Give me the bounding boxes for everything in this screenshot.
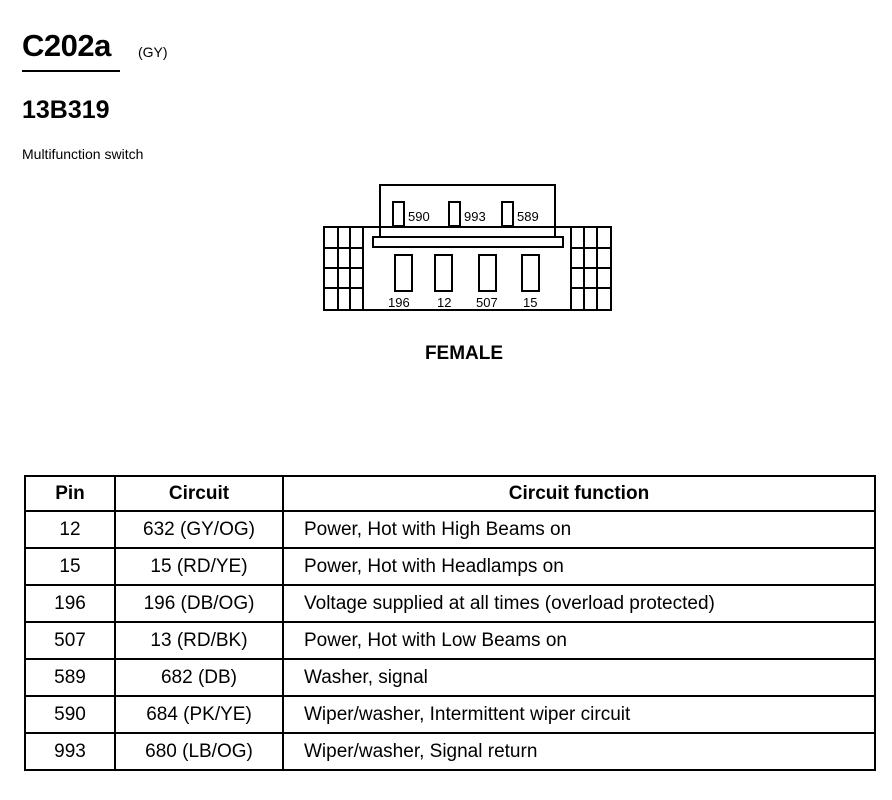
function-cell: Wiper/washer, Signal return xyxy=(283,733,875,770)
pin-label-507: 507 xyxy=(476,295,498,310)
pin-cell: 589 xyxy=(25,659,115,696)
pin-cell: 15 xyxy=(25,548,115,585)
connector-color: (GY) xyxy=(138,44,168,60)
column-header-circuit: Circuit xyxy=(115,476,283,511)
circuit-cell: 682 (DB) xyxy=(115,659,283,696)
pin-label-589: 589 xyxy=(517,209,539,224)
function-cell: Power, Hot with Low Beams on xyxy=(283,622,875,659)
column-header-pin: Pin xyxy=(25,476,115,511)
pin-cell: 590 xyxy=(25,696,115,733)
circuit-cell: 196 (DB/OG) xyxy=(115,585,283,622)
function-cell: Power, Hot with High Beams on xyxy=(283,511,875,548)
left-side-grid xyxy=(324,227,363,310)
function-cell: Voltage supplied at all times (overload protected) xyxy=(283,585,875,622)
table-row xyxy=(25,733,875,770)
pin-cavity-196 xyxy=(395,255,412,291)
connector-id-underline xyxy=(22,70,120,72)
circuit-cell: 684 (PK/YE) xyxy=(115,696,283,733)
part-number: 13B319 xyxy=(22,96,110,124)
pin-cell: 507 xyxy=(25,622,115,659)
pin-label-993: 993 xyxy=(464,209,486,224)
column-header-circuit-function: Circuit function xyxy=(283,476,875,511)
pin-circuit-table xyxy=(24,475,876,771)
connector-gender-caption: FEMALE xyxy=(424,343,504,364)
pin-label-590: 590 xyxy=(408,209,430,224)
pin-cell: 993 xyxy=(25,733,115,770)
table-row xyxy=(25,696,875,733)
right-side-grid xyxy=(571,227,611,310)
pin-cavity-993 xyxy=(449,202,460,226)
pin-cavity-590 xyxy=(393,202,404,226)
pin-cavity-507 xyxy=(479,255,496,291)
connector-body xyxy=(324,227,611,310)
pin-label-196: 196 xyxy=(388,295,410,310)
table-row xyxy=(25,622,875,659)
pin-cavity-589 xyxy=(502,202,513,226)
table-row xyxy=(25,548,875,585)
component-name: Multifunction switch xyxy=(22,146,144,162)
table-row xyxy=(25,511,875,548)
circuit-cell: 632 (GY/OG) xyxy=(115,511,283,548)
function-cell: Wiper/washer, Intermittent wiper circuit xyxy=(283,696,875,733)
pin-label-15: 15 xyxy=(523,295,538,310)
function-cell: Power, Hot with Headlamps on xyxy=(283,548,875,585)
pin-cell: 12 xyxy=(25,511,115,548)
pin-cavity-15 xyxy=(522,255,539,291)
connector-id: C202a xyxy=(22,28,111,63)
circuit-cell: 13 (RD/BK) xyxy=(115,622,283,659)
pin-cell: 196 xyxy=(25,585,115,622)
table-header-row xyxy=(25,476,875,511)
function-cell: Washer, signal xyxy=(283,659,875,696)
table-row xyxy=(25,585,875,622)
connector-latch-bar xyxy=(373,237,563,247)
pin-cavity-12 xyxy=(435,255,452,291)
pin-label-12: 12 xyxy=(437,295,452,310)
circuit-cell: 15 (RD/YE) xyxy=(115,548,283,585)
table-row xyxy=(25,659,875,696)
connector-face-diagram xyxy=(318,180,618,315)
circuit-cell: 680 (LB/OG) xyxy=(115,733,283,770)
